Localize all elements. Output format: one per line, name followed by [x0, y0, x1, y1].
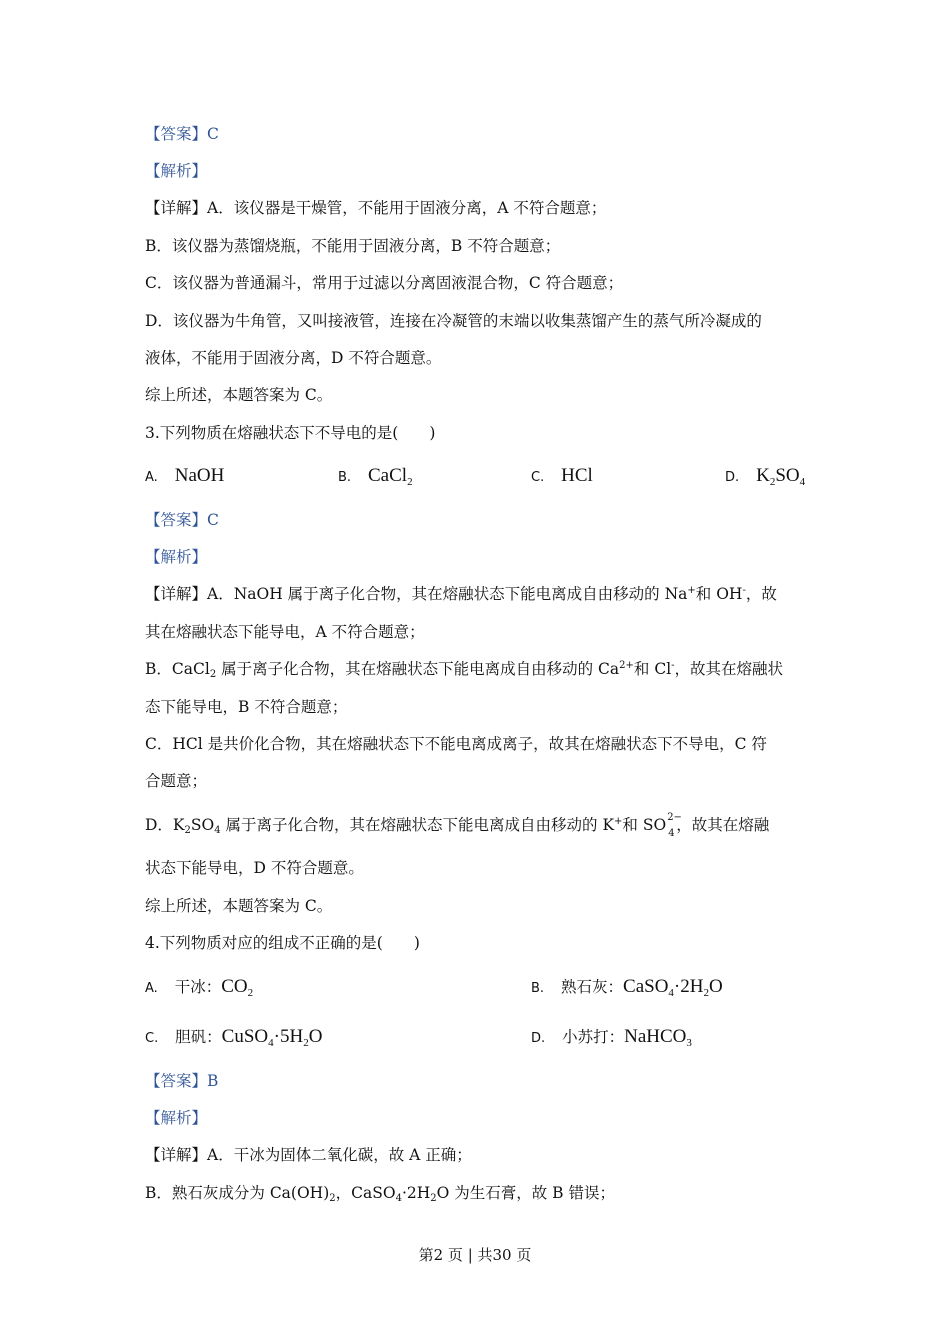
option-formula: NaOH	[174, 465, 225, 486]
option-letter: D.	[531, 1031, 546, 1046]
option-label: 干冰：	[174, 978, 222, 996]
option-letter: A.	[145, 981, 158, 996]
option-letter: A.	[145, 470, 158, 485]
analysis-q3: 【解析】	[145, 548, 208, 566]
option-formula: $K_2SO_4$	[756, 465, 806, 488]
q3-option-b	[338, 465, 413, 487]
q3-explain-c-line2: 合题意；	[145, 772, 208, 790]
q3-option-c	[531, 465, 593, 487]
option-letter: B.	[338, 470, 352, 485]
q4-stem: 4.下列物质对应的组成不正确的是( )	[145, 934, 420, 952]
answer-q3: 【答案】C	[145, 511, 219, 529]
q3-option-d	[725, 465, 805, 487]
analysis-q4: 【解析】	[145, 1109, 208, 1127]
answer-q4: 【答案】B	[145, 1072, 219, 1090]
option-letter: C.	[531, 470, 545, 485]
q4-option-b	[531, 975, 723, 998]
q3-explain-a-line1: 【详解】A．NaOH 属于离子化合物，其在熔融状态下能电离成自由移动的 Na+和 OH-，故	[145, 585, 777, 603]
option-formula: CaCl$_2$	[368, 465, 413, 488]
q4-option-c	[145, 1025, 322, 1048]
q3-option-a	[145, 465, 224, 487]
q3-stem: 3.下列物质在熔融状态下不导电的是( )	[145, 424, 436, 442]
option-label: 胆矾：	[175, 1028, 222, 1046]
q2-explain-d-line1: D．该仪器为牛角管，又叫接液管，连接在冷凝管的末端以收集蒸馏产生的蒸气所冷凝成的	[145, 312, 762, 330]
q3-explain-b-line2: 态下能导电，B 不符合题意；	[145, 698, 348, 716]
option-formula: $CO_2$	[221, 976, 254, 999]
answer-q2: 【答案】C	[145, 125, 219, 143]
q4-explain-a: 【详解】A．干冰为固体二氧化碳，故 A 正确；	[145, 1146, 472, 1164]
q3-explain-b-line1: B．CaCl$_2$ 属于离子化合物，其在熔融状态下能电离成自由移动的 $Ca^{2+}$和 Cl-，故其在熔融状	[145, 660, 784, 680]
q4-explain-b: B．熟石灰成分为 $Ca(OH)_2$，$CaSO_4\cdot 2H_2O$ 为生石膏，故 B 错误；	[145, 1184, 616, 1204]
option-label: 小苏打：	[562, 1028, 625, 1046]
q3-explain-d-line2: 状态下能导电，D 不符合题意。	[145, 859, 364, 877]
option-letter: C.	[145, 1031, 159, 1046]
page-footer: 第2 页 | 共30 页	[418, 1246, 532, 1264]
q2-explain-d-line2: 液体，不能用于固液分离，D 不符合题意。	[145, 349, 442, 367]
q3-explain-d-line1: D．$K_2SO_4$ 属于离子化合物，其在熔融状态下能电离成自由移动的 K+和 SO 2− 4 ，故其在熔融	[145, 812, 770, 839]
option-letter: D.	[725, 470, 740, 485]
q3-explain-a-line2: 其在熔融状态下能导电，A 不符合题意；	[145, 623, 425, 641]
option-formula: NaHCO$_3$	[624, 1026, 692, 1049]
option-formula: $CaSO_4\cdot 2H_2O$	[623, 976, 723, 999]
q3-summary: 综上所述，本题答案为 C。	[145, 897, 333, 915]
q4-option-d	[531, 1025, 692, 1048]
option-label: 熟石灰：	[561, 978, 624, 996]
q2-explain-b: B．该仪器为蒸馏烧瓶，不能用于固液分离，B 不符合题意；	[145, 237, 561, 255]
q3-explain-c-line1: C．HCl 是共价化合物，其在熔融状态下不能电离成离子，故其在熔融状态下不导电，C 符	[145, 735, 767, 753]
option-formula: HCl	[561, 465, 593, 486]
option-formula: $CuSO_4\cdot 5H_2O$	[221, 1026, 323, 1049]
q2-explain-c: C．该仪器为普通漏斗，常用于过滤以分离固液混合物，C 符合题意；	[145, 274, 624, 292]
option-letter: B.	[531, 981, 545, 996]
q2-explain-a: 【详解】A．该仪器是干燥管，不能用于固液分离，A 不符合题意；	[145, 199, 607, 217]
analysis-q2: 【解析】	[145, 162, 208, 180]
sulfate-charge: 2− 4	[667, 812, 682, 839]
q4-option-a	[145, 975, 253, 998]
q2-summary: 综上所述，本题答案为 C。	[145, 386, 333, 404]
